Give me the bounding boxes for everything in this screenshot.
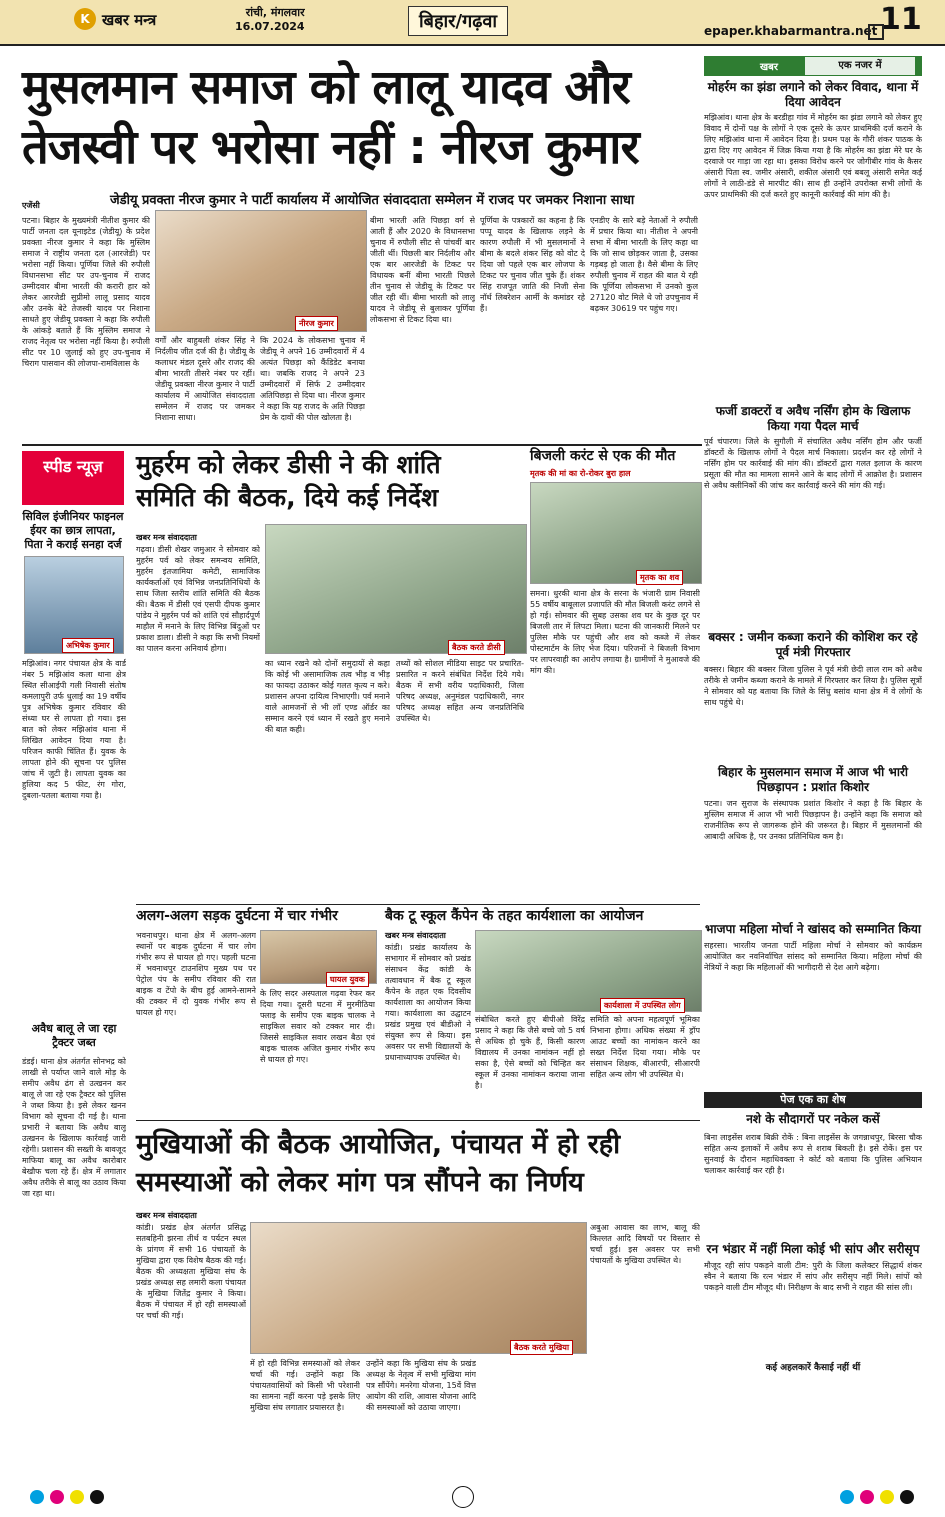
school-byline: खबर मन्त्र संवाददाता xyxy=(385,931,446,940)
right-body-7: मौजूद रही सांप पकड़ने वाली टीम: पुरी के जिला कलेक्टर सिद्धार्थ शंकर स्वैन ने बताया कि रत्न भंडार में सांप और सरीसृप नहीं मिले। सांपों को पकड़ने वाली टीम मौजूद थी। निरीक्षण के बाद सभी ने राहत की सांस ली। xyxy=(704,1261,922,1292)
mukhiya-photo xyxy=(250,1222,587,1354)
lead-subhead: जेडीयू प्रवक्ता नीरज कुमार ने पार्टी कार्यालय में आयोजित संवाददाता सम्मेलन में राजद पर जमकर निशाना साधा xyxy=(110,193,635,208)
lead-column-5: पूर्णिया के पत्रकारों का कहना है कि पप्पू यादव के खिलाफ लड़ने के कारण रुपौली में भी मुसलमानों ने बीमा के बदले शंकर सिंह को वोट दे दिया जो पहले एक बार लोजपा के टिकट पर चुनाव जीत चुके हैं। शंकर सिंह राजपूत जाति की निजी सेना नॉर्थ लिबरेशन आर्मी के कमांडर रहे हैं। xyxy=(480,216,585,313)
registration-mark-icon xyxy=(70,1490,84,1504)
brand-name: खबर मन्त्र xyxy=(102,11,157,29)
epaper-link[interactable]: epaper.khabarmantra.net xyxy=(704,24,878,38)
section-title: बिहार/गढ़वा xyxy=(408,6,508,36)
right-body-1: मझिआंव। थाना क्षेत्र के बरडीहा गांव में मोहर्रम का झंडा लगाने को लेकर हुए विवाद में दोनों पक्ष के लोगों ने एक दूसरे के ऊपर प्राथमिकी दर्ज कराने के लिए मझिआंव थाना में आवेदन दिया है। प्रथम पक्ष के गौरी शंकर पाठक के द्वारा दिए गए आवेदन में जिक्र किया गया है कि मोहर्रम का झंडा मेरे घर के दरवाजे पर गाड़ा जा रहा था। इसका विरोध करने पर जोगीबीर गांव के कैसर अंसारी पिता स्व. जमीर अंसारी, शकील अंसारी एवं बबलू अंसारी समेत कई लोगों ने लाठी-डंडे से मारपीट की। साथ ही उन्होंने उपरोक्त सभी लोगों के ऊपर प्राथमिकी की दर्ज करते हुए कानूनी कार्रवाई की मांग की है। xyxy=(704,113,922,199)
divider xyxy=(22,444,702,446)
lead-column-3: कि 2024 के लोकसभा चुनाव में जेडीयू ने अपने 16 उम्मीदवारों में 4 अत्यंत पिछड़ा को कैंडिडेट बनाया था। जबकि राजद ने अपने 23 उम्मीदवारों में सिर्फ 2 उम्मीदवार अतिपिछड़ा से दिया था। नीरज कुमार ने कहा कि यह राजद के अति पिछड़ा प्रेम के दावों की पोल खोलता है। xyxy=(260,336,365,422)
electric-subhead: मृतक की मां का रो-रोकर बुरा हाल xyxy=(530,469,631,478)
school-caption: कार्यशाला में उपस्थित लोग xyxy=(600,998,685,1013)
divider xyxy=(136,904,700,905)
accident-body-2: के लिए सदर अस्पताल गढ़वा रेफर कर दिया गया। दूसरी घटना में मुरमीठिया फ्लाइ के समीप एक बाइक चालक ने साइकिल सवार को टक्कर मार दी। जिससे साइकिल सवार लखन बैठा एवं बाइक चालक अजित कुमार गंभीर रूप से घायल हो गए। xyxy=(260,989,375,1064)
mukhiya-body-3: उन्होंने कहा कि मुखिया संघ के प्रखंड अध्यक्ष के नेतृत्व में सभी मुखिया मांग पत्र सौंपेंगे। मनरेगा योजना, 15वें वित्त आयोग की राशि, आवास योजना आदि की समस्याओं को उठाया जाएगा। xyxy=(366,1359,476,1412)
registration-mark-icon xyxy=(840,1490,854,1504)
crosshair-icon xyxy=(452,1486,474,1508)
lead-photo-caption: नीरज कुमार xyxy=(295,316,338,331)
electric-headline: बिजली करंट से एक की मौत xyxy=(530,448,676,464)
right-headline-7: रन भंडार में नहीं मिला कोई भी सांप और सरीसृप xyxy=(706,1242,920,1256)
right-headline-3: बक्सर : जमीन कब्जा कराने की कोशिश कर रहे पूर्व मंत्री गिरफ्तार xyxy=(708,630,918,659)
right-headline-2: फर्जी डाक्टरों व अवैध नर्सिंग होम के खिलाफ किया गया पैदल मार्च xyxy=(715,404,911,433)
accident-body-1: भवनाथपुर। थाना क्षेत्र में अलग-अलग स्थानों पर बाइक दुर्घटना में चार लोग गंभीर रूप से घायल हो गए। पहली घटना में भवनाथपुर टाउनशिप मुख्य पथ पर पेट्रोल पंप के समीप रविवार की रात बाइक व टेंपो के बीच हुई आमने-सामने की टक्कर में दो युवक गंभीर रूप से घायल हो गए। xyxy=(136,931,256,1017)
right-headline-5: भाजपा महिला मोर्चा ने खांसद को सम्मानित किया xyxy=(705,922,921,936)
lead-headline: मुसलमान समाज को लालू यादव और तेजस्वी पर भरोसा नहीं : नीरज कुमार xyxy=(22,60,639,175)
muharram-byline: खबर मन्त्र संवाददाता xyxy=(136,533,197,542)
electric-photo xyxy=(530,482,702,584)
right-headline-8: कई अहलकारें कैसाई नहीं थीं xyxy=(765,1363,861,1373)
lead-photo xyxy=(155,210,367,332)
registration-mark-icon xyxy=(880,1490,894,1504)
registration-mark-icon xyxy=(900,1490,914,1504)
continued-banner: पेज एक का शेष xyxy=(704,1092,922,1108)
right-headline-1: मोहर्रम का झंडा लगाने को लेकर विवाद, थाना में दिया आवेदन xyxy=(707,80,919,109)
accident-headline: अलग-अलग सड़क दुर्घटना में चार गंभीर xyxy=(136,908,338,924)
registration-mark-icon xyxy=(90,1490,104,1504)
mukhiya-body-4: अबुआ आवास का लाभ, बालू की किल्लत आदि विषयों पर विस्तार से चर्चा हुई। इस अवसर पर सभी पंचायतों के मुखिया उपस्थित थे। xyxy=(590,1223,700,1265)
right-body-6: बिना लाइसेंस शराब बिक्री रोकें : बिना लाइसेंस के जगन्नाथपुर, बिरसा चौक सहित अन्य इलाकों में अवैध रूप से शराब बिकती है। इसे रोकें। इस पर सुनवाई के दौरान महाधिवक्ता ने कोर्ट को बताया कि पुलिस अभियान चलाकर कार्रवाई कर रही है। xyxy=(704,1133,922,1175)
registration-mark-icon xyxy=(30,1490,44,1504)
mukhiya-byline: खबर मन्त्र संवाददाता xyxy=(136,1211,197,1220)
right-headline-6: नशे के सौदागरों पर नकेल कसें xyxy=(746,1112,880,1126)
side-headline-2: अवैध बालू ले जा रहा ट्रैक्टर जब्त xyxy=(31,1022,117,1049)
dateline-block: रांची, मंगलवार 16.07.2024 xyxy=(235,6,305,33)
accident-caption: घायल युवक xyxy=(326,972,369,987)
school-body-3: समिति को अपना महत्वपूर्ण भूमिका निभाना होगा। अधिक संख्या में ड्रॉप आउट बच्चों का नामांकन करने का सख्त निर्देश दिया गया। मौके पर संसाधन शिक्षक, बीआरपी, सीआरपी सहित अन्य लोग भी उपस्थित थे। xyxy=(590,1015,700,1079)
muharram-headline: मुहर्रम को लेकर डीसी ने की शांति समिति की बैठक, दिये कई निर्देश xyxy=(136,450,441,512)
right-headline-4: बिहार के मुसलमान समाज में आज भी भारी पिछड़ापन : प्रशांत किशोर xyxy=(718,765,908,794)
right-body-2: पूर्व चंपारण। जिले के सुगौली में संचालित अवैध नर्सिंग होम और फर्जी डॉक्टरों के खिलाफ लोगों ने पैदल मार्च निकाला। प्रदर्शन कर रहे लोगों ने नर्सिंग होम पर कार्रवाई की मांग की। डॉक्टरों द्वारा गलत इलाज के कारण प्रसूता की मौत का मामला सामने आने के बाद लोगों में आक्रोश है। प्रशासन से अवैध क्लीनिकों की जांच कर कार्रवाई करने की मांग की गई। xyxy=(704,437,922,490)
right-tag: खबर xyxy=(760,62,778,73)
right-body-3: बक्सर। बिहार की बक्सर जिला पुलिस ने पूर्व मंत्री छेदी लाल राम को अवैध तरीके से जमीन कब्जा कराने के मामले में गिरफ्तार कर लिया है। पुलिस सूत्रों ने सोमवार को यह बताया कि जिले के सिंधु बसांव थाना क्षेत्र में वे लोगों के साथ पहुंचे थे। xyxy=(704,665,922,707)
muharram-body-1: गढ़वा। डीसी शेखर जमुआर ने सोमवार को मुहर्रम पर्व को लेकर समन्वय समिति, मुहर्रम इंतजामिया कमेटी, सामाजिक कार्यकर्ताओं एवं विभिन्न जनप्रतिनिधियों के साथ जिला स्तरीय शांति समिति की बैठक की। बैठक में डीसी एवं एसपी दीपक कुमार पांडेय ने मुहर्रम पर्व को शांति एवं सौहार्दपूर्ण माहौल में मनाने के लिए विभिन्न बिंदुओं पर प्रकाश डाला। डीसी ने कहा कि सभी नियमों का पालन करना अनिवार्य होगा। xyxy=(136,545,260,653)
side-body-2: डंडई। थाना क्षेत्र अंतर्गत सोनभद्र को लाखी से पर्याप्त जाने वाले मोड़ के समीप अवैध ढंग से उत्खनन कर बालू ले जा रहे एक ट्रैक्टर को पुलिस ने जब्त किया है। इसे लेकर खनन विभाग को सूचना दी गई है। थाना प्रभारी ने बताया कि अवैध बालू उत्खनन के खिलाफ कार्रवाई जारी रहेगी। प्रशासन की सख्ती के बावजूद माफिया बालू का अवैध कारोबार बेखौफ चला रहे हैं। क्षेत्र में लगातार अवैध तरीके से बालू का उठाव किया जा रहा था। xyxy=(22,1057,126,1198)
lead-column-4: बीमा भारती अति पिछड़ा वर्ग से आती हैं और 2020 के विधानसभा चुनाव में रुपौली सीट से पांचवीं बार जीती थीं। पिछली बार निर्दलीय और एक बार आरजेडी के टिकट पर विधायक बनीं बीमा भारती पिछले तीन चुनाव से जेडीयू के टिकट पर जीत रही थीं। बीमा भारती को लालू यादव ने जेडीयू से बुलाकर पूर्णिया लोकसभा से टिकट दिया था। xyxy=(370,216,475,324)
side-headline-1: सिविल इंजीनियर फाइनल ईयर का छात्र लापता, पिता ने कराई सनहा दर्ज xyxy=(22,510,124,551)
mukhiya-caption: बैठक करते मुखिया xyxy=(510,1340,573,1355)
muharram-caption: बैठक करते डीसी xyxy=(448,640,505,655)
right-body-4: पटना। जन सुराज के संस्थापक प्रशांत किशोर ने कहा है कि बिहार के मुस्लिम समाज में आज भी भारी पिछड़ापन है। उन्होंने कहा कि समाज को राजनीतिक रूप से जागरूक होने की जरूरत है। बिहार में मुसलमानों की आबादी अधिक है, पर उनका प्रतिनिधित्व कम है। xyxy=(704,799,922,841)
registration-mark-icon xyxy=(860,1490,874,1504)
school-body-2: संबोधित करते हुए बीपीओ विरेंद्र प्रसाद ने कहा कि जैसे बच्चे जो 5 वर्ष से अधिक हो चुके हैं, किसी कारण विद्यालय में उनका नामांकन नहीं हो सका है, ऐसे बच्चों को चिन्हित कर स्कूल में उनका नामांकन कराया जाना है। xyxy=(475,1015,585,1090)
lead-column-6: एनडीए के सारे बड़े नेताओं ने रुपौली में प्रचार किया था। नीतीश ने अपनी सभा में बीमा भारती के लिए कहा था कि जो साथ छोड़कर जाता है, उसका गड़बड़ हो जाता है। वैसे बीमा के लिए रुपौली चुनाव में राहत की बात ये रही कि पूर्णिया लोकसभा में उनको कुल 27120 वोट मिले थे जो उपचुनाव में बढ़कर 30619 पर पहुंच गए। xyxy=(590,216,698,313)
right-tag-label: एक नजर में xyxy=(805,57,915,75)
electric-body: समना। धुरकी थाना क्षेत्र के सरना के भंजारी ग्राम निवासी 55 वर्षीय बाबूलाल प्रजापति की मौत बिजली करंट लगने से हो गई। सोमवार की सुबह उसका शव घर के कुछ दूर पर बिजली तार में लिपटा मिला। घटना की जानकारी मिलने पर पुलिस मौके पर पहुंची और शव को कब्जे में लेकर पोस्टमार्टम के लिए भेज दिया। परिजनों ने बिजली विभाग पर लापरवाही का आरोप लगाया है। ग्रामीणों ने मुआवजे की मांग की। xyxy=(530,589,700,675)
qr-icon xyxy=(868,24,884,40)
electric-caption: मृतक का शव xyxy=(636,570,683,585)
registration-mark-icon xyxy=(50,1490,64,1504)
page-number: 11 xyxy=(880,2,922,37)
mukhiya-body-1: कांडी। प्रखंड क्षेत्र अंतर्गत प्रसिद्ध सतबहिनी झरना तीर्थ व पर्यटन स्थल के प्रांगण में सभी 16 पंचायतों के मुखिया द्वारा एक विशेष बैठक की गई। बैठक की अध्यक्षता मुखिया संघ के प्रखंड अध्यक्ष सह लमारी कला पंचायत के मुखिया जितेंद्र कुमार ने किया। बैठक में पंचायत में हो रही समस्याओं पर चर्चा की गई। xyxy=(136,1223,246,1320)
muharram-body-2: का ध्यान रखने को दोनों समुदायों से कहा कि कोई भी असामाजिक तत्व भीड़ व भीड़ का फायदा उठाकर कोई गलत कृत्य न करे। प्रशासन अपना दायित्व निभाएगी। पर्व मनाने वाले आमजनों से भी लॉ एण्ड ऑर्डर का सम्मान करने एवं ध्यान में रखते हुए मनाने की बात कही। xyxy=(265,659,390,734)
lead-dateline: एजेंसी xyxy=(22,201,40,210)
speed-news-badge: स्पीड न्यूज़ xyxy=(22,451,124,505)
divider xyxy=(136,1120,700,1121)
muharram-body-3: तथ्यों को सोशल मीडिया साइट पर प्रचारित-प्रसारित न करने संबंधित निर्देश दिये गये। बैठक में सभी वरीय पदाधिकारी, जिला परिषद अध्यक्ष, अनुमंडल पदाधिकारी, नगर परिषद अध्यक्ष सहित अन्य जनप्रतिनिधि उपस्थित थे। xyxy=(396,659,524,723)
lead-column-1: पटना। बिहार के मुख्यमंत्री नीतीश कुमार की पार्टी जनता दल यूनाइटेड (जेडीयू) के प्रदेश प्रवक्ता नीरज कुमार ने कहा कि मुस्लिम समाज ने राष्ट्रीय जनता दल (आरजेडी) पर भरोसा नहीं किया। पूर्णिया जिले की रुपौली विधानसभा सीट पर उप-चुनाव में राजद उम्मीदवार बीमा भारती की करारी हार को लेकर आरजेडी सुप्रीमो लालू प्रसाद यादव और उनके बेटे तेजस्वी यादव पर निशाना साधते हुए जेडीयू प्रवक्ता ने कहा कि रुपौली के आंकड़े बताते हैं कि मुस्लिम समाज ने राजद नेतृत्व पर भरोसा नहीं किया है। रुपौली सीट पर 10 जुलाई को हुए उप-चुनाव में चिराग पासवान की लोजपा-रामविलास के xyxy=(22,216,150,368)
side-body-1: मझिआंव। नगर पंचायत क्षेत्र के वार्ड नंबर 5 मझिआंव कला थाना क्षेत्र स्थित सीआईपी गली निवासी संतोष कमलापुरी उर्फ धुलाई का 19 वर्षीय पुत्र अभिषेक कुमार रविवार की संध्या घर से लापता हो गया। इस बात को लेकर मझिआंव थाना में लिखित आवेदन दिया गया है। परिजन काफी चिंतित हैं। युवक के लापता होने की सूचना पर पुलिस जांच में जुटी है। लापता युवक का हुलिया कद 5 फीट, रंग गोरा, दुबला-पतला बताया गया है। xyxy=(22,659,126,800)
side-photo-caption: अभिषेक कुमार xyxy=(62,638,114,653)
muharram-photo xyxy=(265,524,527,654)
right-body-5: सहरसा। भारतीय जनता पार्टी महिला मोर्चा ने सोमवार को कार्यक्रम आयोजित कर नवनिर्वाचित सांसद को सम्मानित किया। महिला मोर्चा की नेत्रियों ने कहा कि महिलाओं की भागीदारी से देश आगे बढ़ेगा। xyxy=(704,941,922,972)
mukhiya-headline: मुखियाओं की बैठक आयोजित, पंचायत में हो रही समस्याओं को लेकर मांग पत्र सौंपने का निर्णय xyxy=(136,1129,621,1198)
mukhiya-body-2: में हो रही विभिन्न समस्याओं को लेकर चर्चा की गई। उन्होंने कहा कि पंचायतवासियों को किसी भी परेशानी का सामना नहीं करना पड़े इसके लिए मुखिया संघ लगातार प्रयासरत है। xyxy=(250,1359,360,1412)
brand-logo-icon: K xyxy=(74,8,96,30)
school-headline: बैक टू स्कूल कैंपेन के तहत कार्यशाला का आयोजन xyxy=(385,908,644,924)
school-body-1: कांडी। प्रखंड कार्यालय के सभागार में सोमवार को प्रखंड संसाधन केंद्र कांडी के तत्वावधान में बैक टू स्कूल कैंपेन के तहत एक दिवसीय कार्यशाला का आयोजन किया गया। कार्यशाला का उद्घाटन प्रखंड प्रमुख एवं बीडीओ ने संयुक्त रूप से किया। इस अवसर पर सभी विद्यालयों के प्रधानाध्यापक उपस्थित थे। xyxy=(385,943,471,1062)
lead-column-2: वर्गों और बाहुबली शंकर सिंह ने निर्दलीय जीत दर्ज की है। जेडीयू के कलाधर मंडल दूसरे और राजद की बीमा भारती तीसरे नंबर पर रहीं। जेडीयू प्रवक्ता नीरज कुमार ने पार्टी कार्यालय में आयोजित संवाददाता सम्मेलन में राजद पर जमकर निशाना साधा। xyxy=(155,336,255,422)
